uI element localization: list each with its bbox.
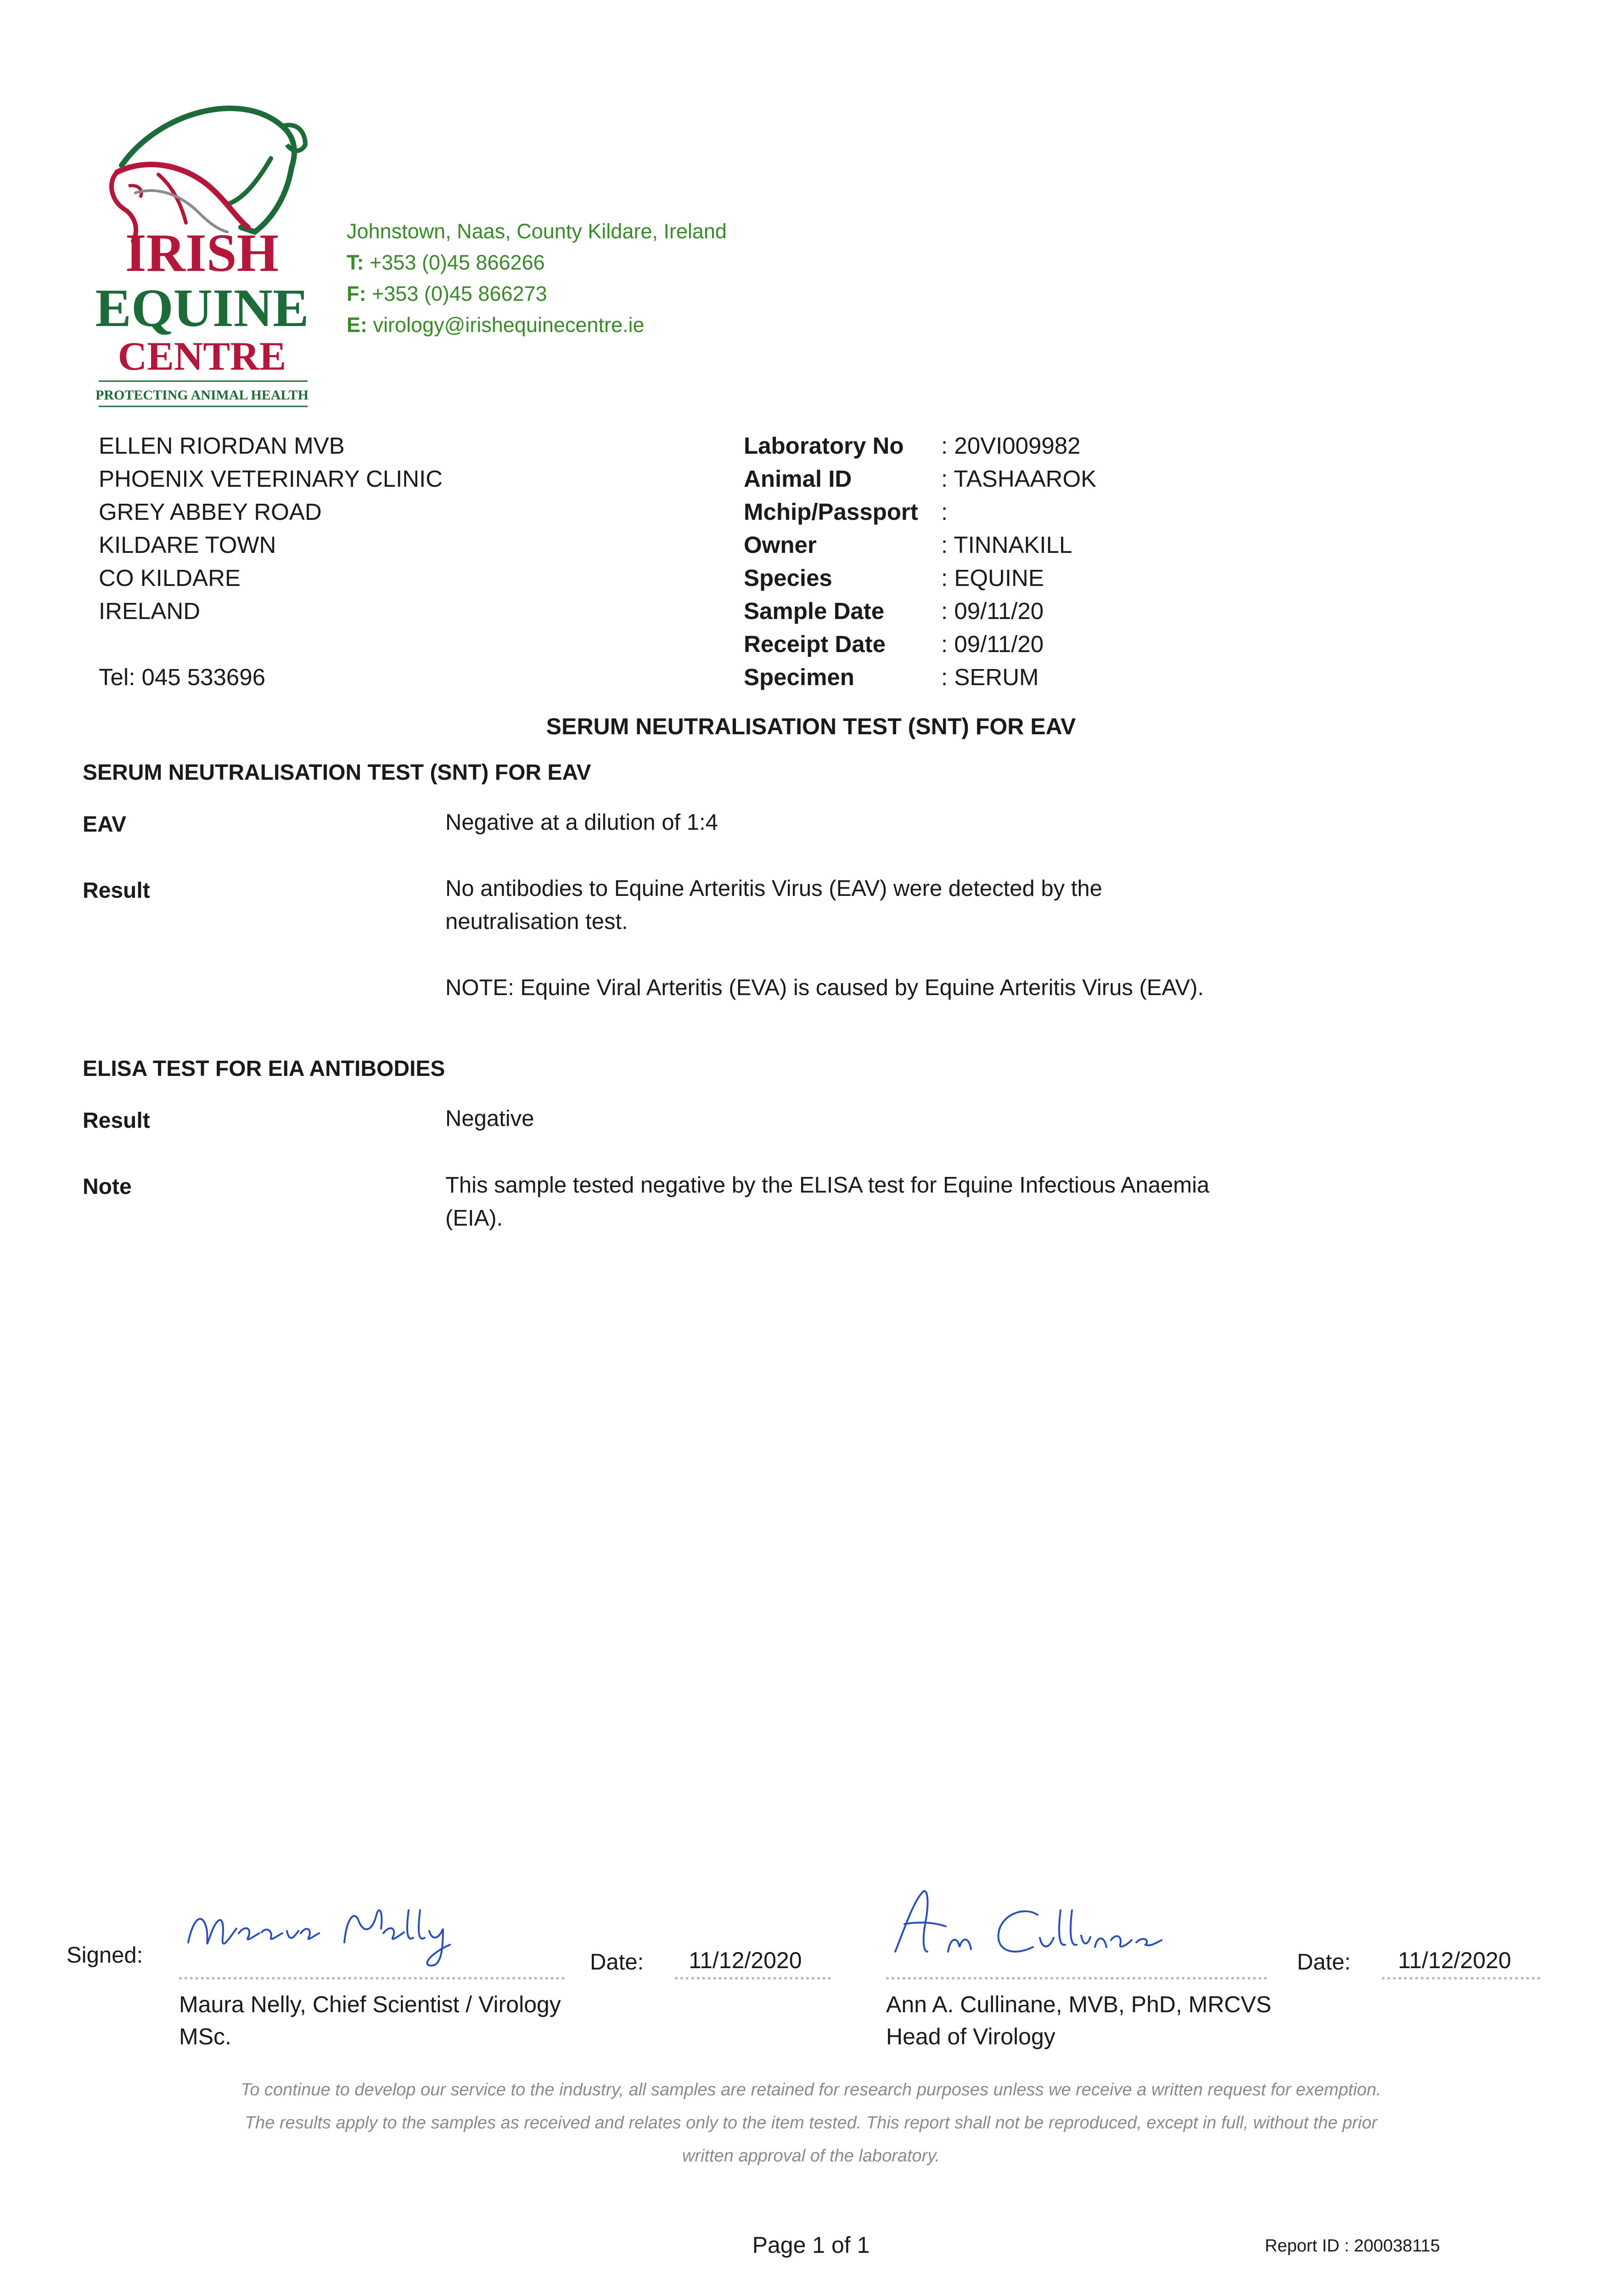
info-value: : 09/11/20 [941, 598, 1044, 624]
date-value-right: 11/12/2020 [1398, 1947, 1511, 1973]
recipient-tel: Tel: 045 533696 [99, 664, 265, 690]
contact-phone: +353 (0)45 866266 [370, 251, 545, 274]
info-row [744, 462, 1096, 495]
recipient-address [99, 429, 443, 694]
info-value: : EQUINE [941, 565, 1044, 591]
contact-fax: +353 (0)45 866273 [372, 282, 547, 305]
eav-label: EAV [83, 812, 127, 837]
info-row [744, 595, 1096, 628]
irish-equine-centre-logo [90, 94, 319, 411]
signatory-left-title: MSc. [179, 2024, 231, 2049]
info-value: : TINNAKILL [941, 532, 1072, 558]
page-number: Page 1 of 1 [752, 2232, 870, 2258]
date-value-left: 11/12/2020 [689, 1947, 802, 1973]
email-label: E: [347, 313, 367, 337]
signatory-right [886, 1988, 1271, 2053]
logo-line3: CENTRE [118, 334, 286, 379]
date-line-left [675, 1977, 831, 1980]
logo-tagline: PROTECTING ANIMAL HEALTH [95, 388, 309, 403]
info-row [744, 529, 1096, 562]
info-value: : SERUM [941, 664, 1039, 690]
recipient-line: ELLEN RIORDAN MVB [99, 433, 345, 459]
recipient-line: CO KILDARE [99, 565, 241, 591]
info-value: : 20VI009982 [941, 433, 1081, 459]
section-heading-elisa: ELISA TEST FOR EIA ANTIBODIES [83, 1057, 445, 1081]
info-label: Sample Date [744, 598, 885, 624]
info-row [744, 429, 1096, 462]
horse-logo-icon [90, 94, 319, 411]
contact-phone-row [347, 247, 727, 278]
eav-value: Negative at a dilution of 1:4 [445, 810, 718, 835]
signature-ann-cullinane [886, 1883, 1235, 1970]
section-heading-snt: SERUM NEUTRALISATION TEST (SNT) FOR EAV [83, 760, 591, 785]
signatory-right-name: Ann A. Cullinane, MVB, PhD, MRCVS [886, 1992, 1272, 2017]
elisa-note-value: This sample tested negative by the ELISA test for Equine Infectious Anaemia (EIA). [445, 1173, 1210, 1231]
info-row [744, 628, 1096, 661]
snt-result-value: No antibodies to Equine Arteritis Virus (EAV) were detected by the neutralisation test. [445, 876, 1102, 934]
contact-email-row [347, 310, 727, 341]
recipient-line: GREY ABBEY ROAD [99, 499, 322, 525]
info-value: : [941, 499, 948, 525]
logo-line1: IRISH [125, 223, 279, 283]
date-label-left: Date: [590, 1950, 644, 1975]
recipient-line: IRELAND [99, 598, 201, 624]
info-label: Animal ID [744, 466, 852, 492]
info-row [744, 562, 1096, 595]
report-title: SERUM NEUTRALISATION TEST (SNT) FOR EAV [546, 714, 1076, 739]
info-value: : 09/11/20 [941, 631, 1044, 657]
info-label: Receipt Date [744, 631, 886, 657]
info-value: : TASHAAROK [941, 466, 1097, 492]
snt-note-value: NOTE: Equine Viral Arteritis (EVA) is caused by Equine Arteritis Virus (EAV). [445, 975, 1204, 1000]
elisa-result-label: Result [83, 1109, 150, 1133]
signature-maura-nelly [179, 1892, 500, 1975]
footer-disclaimer [0, 2073, 1622, 2172]
info-label: Species [744, 565, 832, 591]
report-id: Report ID : 200038115 [1265, 2236, 1440, 2256]
info-row [744, 495, 1096, 529]
signatory-left [179, 1988, 561, 2053]
date-label-right: Date: [1297, 1950, 1351, 1975]
sample-info-table [744, 429, 1096, 694]
signed-label: Signed: [67, 1943, 143, 1968]
info-row [744, 661, 1096, 694]
fax-label: F: [347, 282, 366, 305]
signatory-left-name: Maura Nelly, Chief Scientist / Virology [179, 1992, 561, 2017]
info-label: Owner [744, 532, 817, 558]
contact-email[interactable]: virology@irishequinecentre.ie [373, 313, 645, 337]
contact-fax-row [347, 278, 727, 310]
logo-line2: EQUINE [95, 278, 309, 338]
elisa-result-value: Negative [445, 1106, 534, 1131]
footer-line1: To continue to develop our service to the industry, all samples are retained for research purposes unless we receive a written request for exemption. [241, 2080, 1381, 2099]
date-line-right [1382, 1977, 1540, 1980]
snt-result-label: Result [83, 878, 150, 903]
contact-address: Johnstown, Naas, County Kildare, Ireland [347, 219, 727, 243]
footer-line2: The results apply to the samples as received and relates only to the item tested. This report shall not be reproduced, except in full, without the prior [244, 2113, 1378, 2133]
info-label: Specimen [744, 664, 854, 690]
footer-line3: written approval of the laboratory. [682, 2146, 940, 2166]
recipient-line: KILDARE TOWN [99, 532, 276, 558]
signatory-right-title: Head of Virology [886, 2024, 1055, 2049]
elisa-note-label: Note [83, 1175, 132, 1199]
signature-line-right [886, 1977, 1267, 1980]
recipient-line: PHOENIX VETERINARY CLINIC [99, 466, 443, 492]
contact-block [347, 216, 727, 341]
info-label: Laboratory No [744, 433, 904, 459]
info-label: Mchip/Passport [744, 499, 918, 525]
signature-line-left [179, 1977, 565, 1980]
phone-label: T: [347, 251, 364, 274]
